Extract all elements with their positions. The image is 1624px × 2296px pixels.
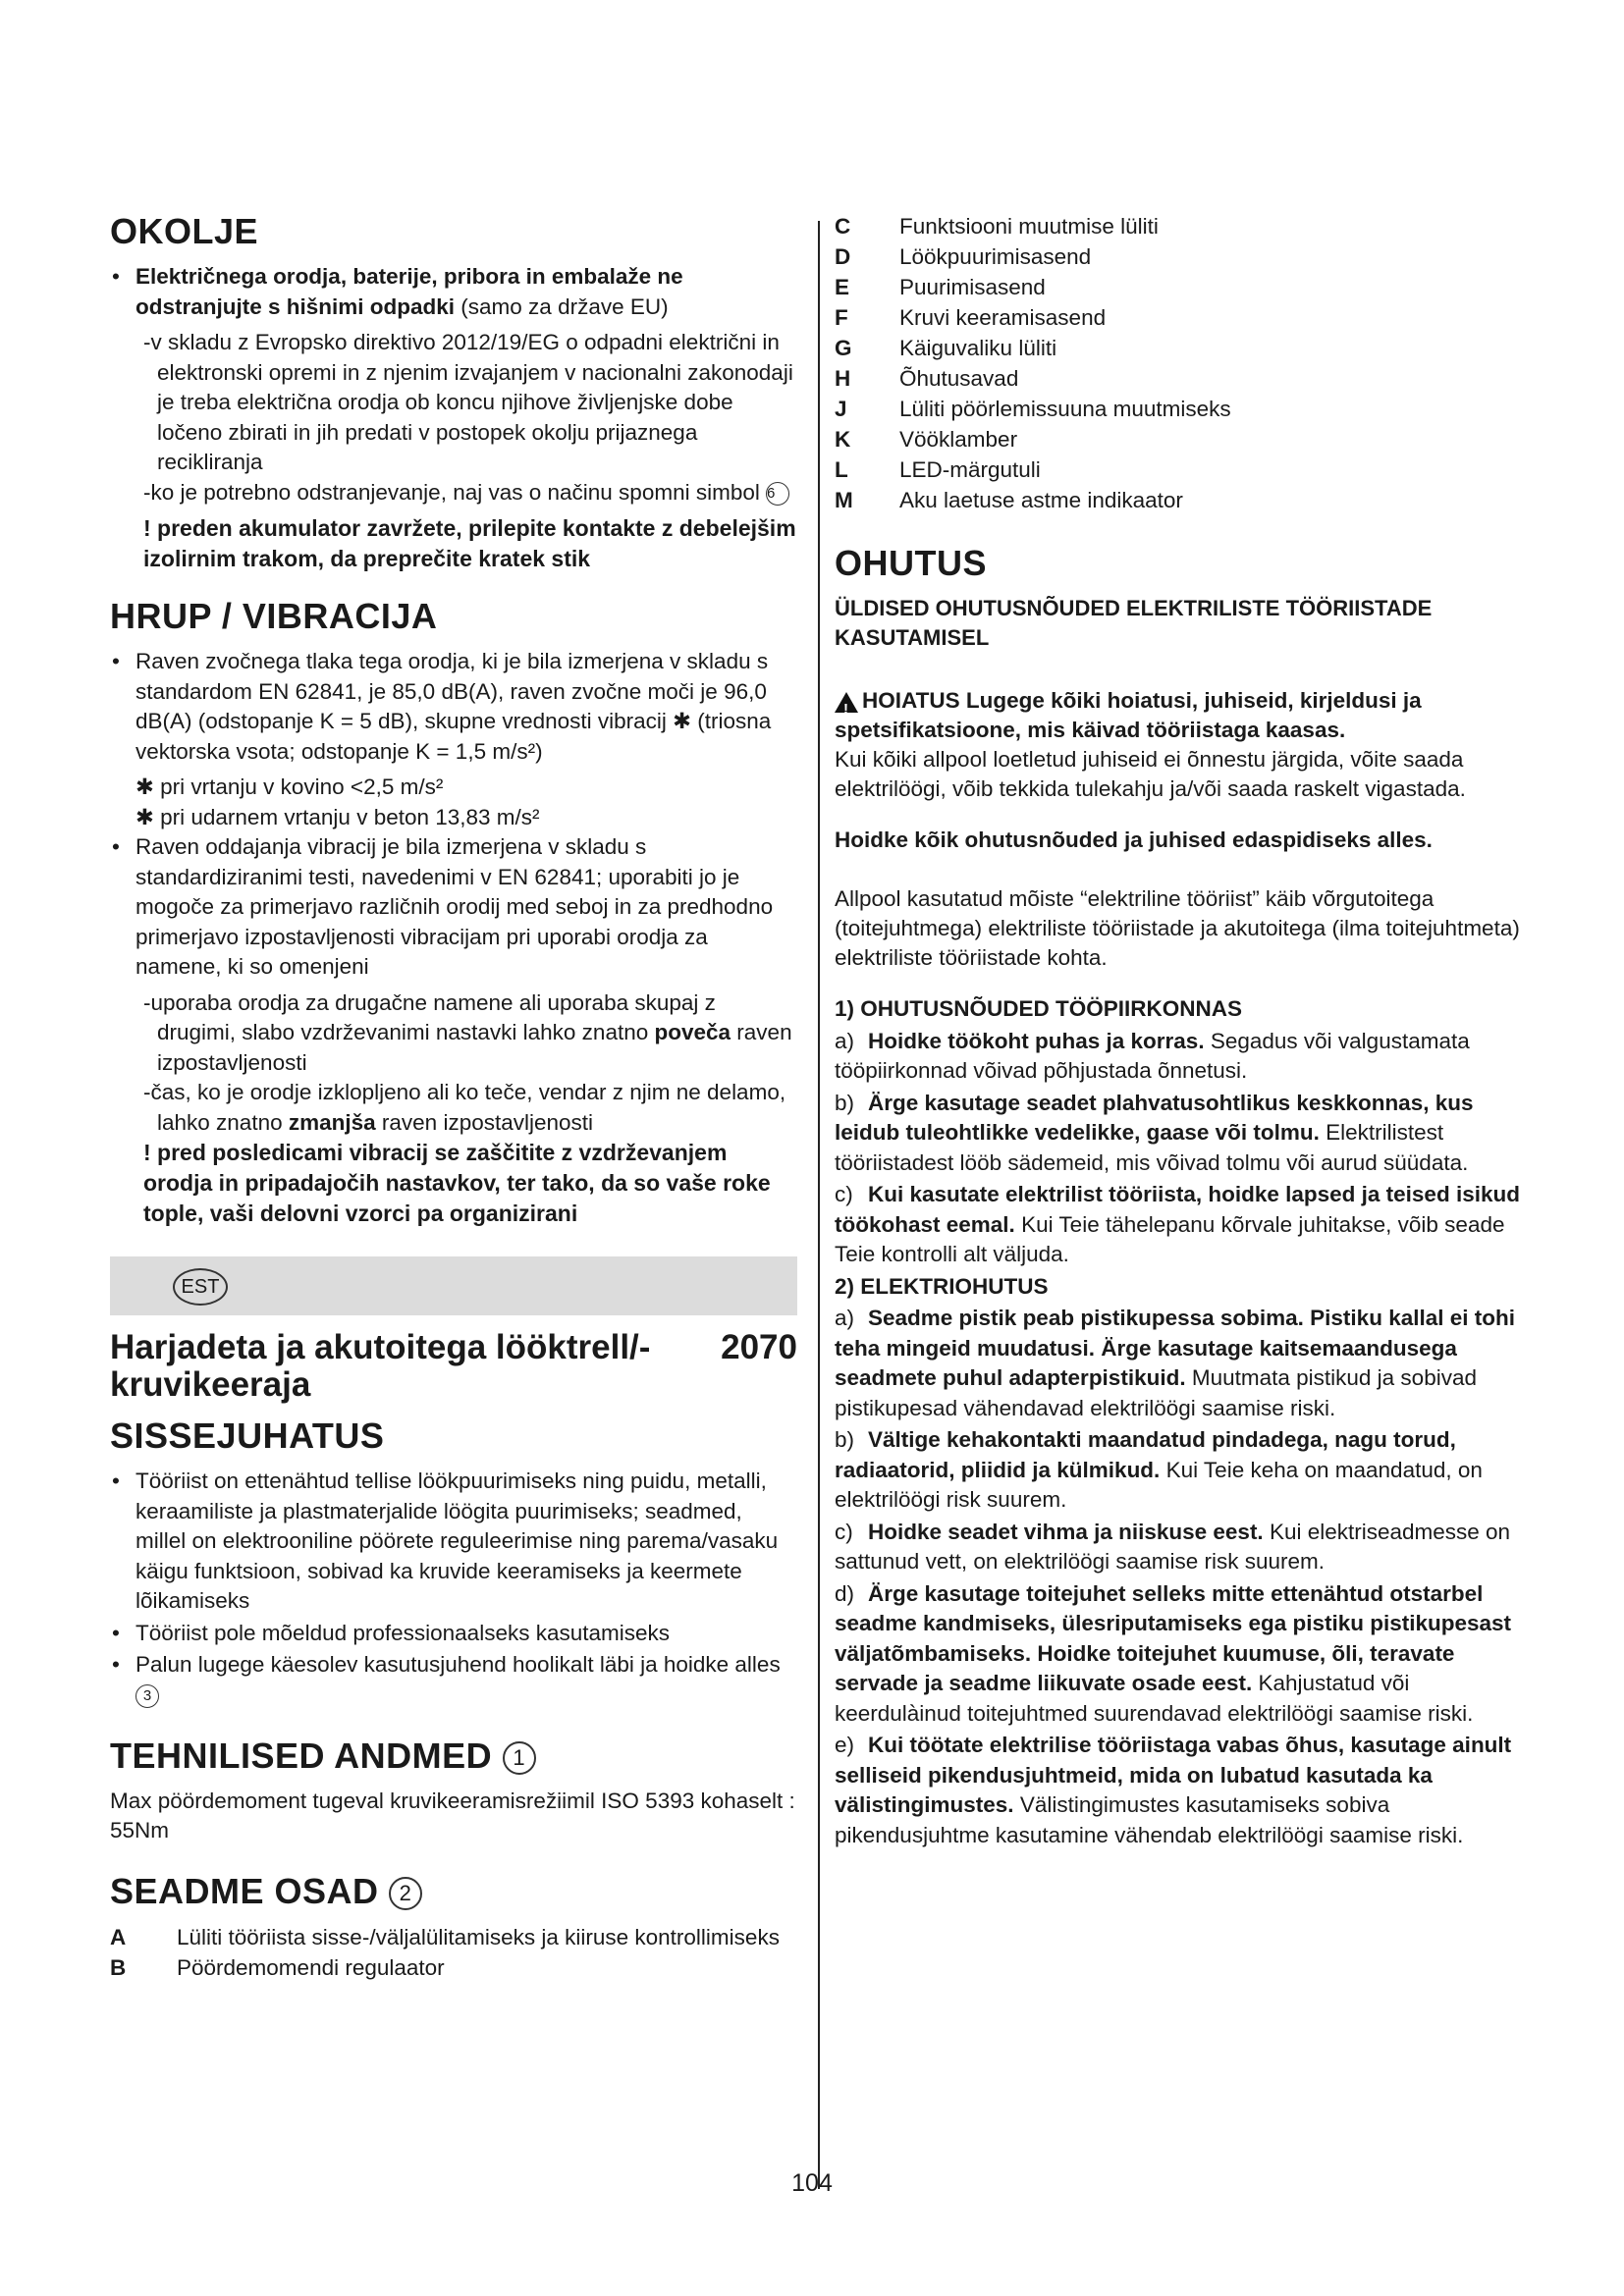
warning-paragraph: !HOIATUS Lugege kõiki hoiatusi, juhiseid, kirjeldusi ja spetsifikatsioone, mis käivad tööriistaga kaasas.: [835, 686, 1522, 745]
part-item: D Löökpuurimisasend: [835, 244, 1092, 269]
part-item: C Funktsiooni muutmise lüliti: [835, 214, 1159, 239]
okolje-bullet: • Električnega orodja, baterije, pribora in embalaže ne odstranjujte s hišnimi odpadki (samo za države EU): [110, 262, 797, 322]
ref-circle-3: 3: [135, 1684, 159, 1708]
rule-1c: c) Kui kasutate elektrilist tööriista, hoidke lapsed ja teised isikud töökohast eemal. Kui Teie tähelepanu kõrvale juhitakse, võib seade Teie kontrolli alt väljuda.: [835, 1182, 1520, 1266]
hrup-list-1: [110, 647, 797, 767]
ref-circle-1: 1: [503, 1741, 536, 1775]
part-item: E Puurimisasend: [835, 275, 1046, 299]
left-column: [110, 211, 797, 1983]
part-item: K Vööklamber: [835, 427, 1018, 452]
model-number: 2070: [721, 1328, 797, 1366]
warning-triangle-icon: [835, 692, 858, 713]
rule-1b: b) Ärge kasutage seadet plahvatusohtlikus keskkonnas, kus leidub tuleohtlikke vedelikke, gaase või tolmu. Elektrilistest tööriistadest lööb sädemeid, mis võivad tolmu või aurud süüdata.: [835, 1090, 1474, 1175]
okolje-dash-1: -v skladu z Evropsko direktivo 2012/19/EG o odpadni električni in elektronski opremi in z njenim izvajanjem v nacionalni zakonodaji je treba električna orodja ob koncu njihove življenjske dobe ločeno zbirati in jih predati v postopek okolju prijaznega recikliranja: [143, 330, 793, 474]
part-item: F Kruvi keeramisasend: [835, 305, 1107, 330]
part-item: L LED-märgutuli: [835, 457, 1041, 482]
language-bar: [110, 1256, 797, 1315]
language-badge: EST: [173, 1268, 228, 1306]
right-column: [835, 211, 1522, 1852]
ref-circle-2: 2: [389, 1877, 422, 1910]
term-definition: Allpool kasutatud mõiste “elektriline tööriist” käib võrgutoitega (toitejuhtmega) elektriliste tööriistade ja akutoitega (ilma toitejuhtmeta) elektriliste tööriistade kohta.: [835, 886, 1520, 970]
okolje-warning: ! preden akumulator zavržete, prilepite kontakte z debelejšim izolirnim trakom, da preprečite kratek stik: [143, 515, 796, 571]
part-item: G Käiguvaliku lüliti: [835, 336, 1057, 360]
column-divider: [818, 221, 820, 2189]
section-1: [835, 994, 1522, 1270]
hrup-bullet-1: • Raven zvočnega tlaka tega orodja, ki je bila izmerjena v skladu s standardom EN 62841, je 85,0 dB(A), raven zvočne moči je 96,0 dB(A) (odstopanje K = 5 dB), skupne vrednosti vibracij ✱ (triosna vektorska vsota; odstopanje K = 1,5 m/s²): [110, 647, 797, 767]
part-item: A Lüliti tööriista sisse-/väljalülitamiseks ja kiiruse kontrollimiseks: [110, 1925, 780, 1949]
rule-2c: c) Hoidke seadet vihma ja niiskuse eest. Kui elektriseadmesse on sattunud vett, on elektrilöögi saamise risk suurem.: [835, 1519, 1511, 1574]
seadme-parts-list: [110, 1922, 797, 1983]
okolje-heading: OKOLJE: [110, 211, 259, 251]
part-item: H Õhutusavad: [835, 366, 1019, 391]
rule-2d: d) Ärge kasutage toitejuhet selleks mitte ettenähtud otstarbel seadme kandmiseks, ülesriputamiseks ega pistiku pistikupesast väljatõmbamiseks. Hoidke toitejuhet kuumuse, õli, teravate servade ja seadme liikuvate osade eest. Kahjustatud või keerdulàinud toitejuhtmed suurendavad elektrilöögi saamise riski.: [835, 1580, 1512, 1726]
tehnilised-heading: TEHNILISED ANDMED 1: [110, 1735, 797, 1777]
section-2: [835, 1272, 1522, 1851]
rule-2a: a) Seadme pistik peab pistikupessa sobima. Pistiku kallal ei tohi teha mingeid muudatusi. Ärge kasutage kaitsemaandusega seadmete puhul adapterpistikuid. Muutmata pistikud ja sobivad pistikupesad vähendavad elektrilöögi saamise riski.: [835, 1306, 1515, 1420]
okolje-list: [110, 262, 797, 322]
page-number: 104: [791, 2169, 833, 2197]
okolje-subitems: [110, 328, 797, 507]
sissejuhatus-bullet-1: • Tööriist on ettenähtud tellise löökpuurimiseks ning puidu, metalli, keraamiliste ja plastmaterjalide löögita puurimiseks; seadmed, millel on elektrooniline pöörete reguleerimise ning parema/vasaku käigu funktsioon, sobivad ka kruvide keeramiseks ja keermete lõikamiseks: [110, 1467, 797, 1617]
seadme-heading: SEADME OSAD 2: [110, 1871, 797, 1912]
section-1-title: 1) OHUTUSNÕUDED TÖÖPIIRKONNAS: [835, 996, 1243, 1021]
hrup-star-2: ✱ pri udarnem vrtanju v beton 13,83 m/s²: [135, 804, 540, 829]
keep-instructions: Hoidke kõik ohutusnõuded ja juhised edaspidiseks alles.: [835, 828, 1433, 852]
hrup-warning: ! pred posledicami vibracij se zaščitite z vzdrževanjem orodja in pripadajočih nastavkov, ter tako, da so vaše roke tople, vaši delovni vzorci pa organizirani: [143, 1140, 771, 1226]
hrup-list-2: [110, 832, 797, 983]
parts-list-continued: [835, 211, 1522, 515]
hrup-bullet-2: • Raven oddajanja vibracij je bila izmerjena v skladu s standardiziranimi testi, navedenimi v EN 62841; uporabiti jo je mogoče za primerjavo različnih orodij med seboj in za predhodno primerjavo izpostavljenosti vibracijam pri uporabi orodja za namene, ki so omenjeni: [110, 832, 797, 983]
hrup-heading: HRUP / VIBRACIJA: [110, 596, 438, 636]
ohutus-heading: OHUTUS: [835, 543, 987, 583]
part-item: M Aku laetuse astme indikaator: [835, 488, 1183, 512]
sissejuhatus-list: [110, 1467, 797, 1710]
hrup-star-1: ✱ pri vrtanju v kovino <2,5 m/s²: [135, 774, 444, 799]
tehnilised-text: Max pöördemoment tugeval kruvikeeramisrežiimil ISO 5393 kohaselt : 55Nm: [110, 1789, 795, 1842]
sissejuhatus-heading: SISSEJUHATUS: [110, 1415, 385, 1456]
rule-2e: e) Kui töötate elektrilise tööriistaga vabas õhus, kasutage ainult selliseid pikendusjuhtmeid, mida on lubatud kasutada ka välistingimustes. Välistingimustes kasutamiseks sobiva pikendusjuhtme kasutamine vähendab elektrilöögi saamise riski.: [835, 1733, 1512, 1847]
part-item: J Lüliti pöörlemissuuna muutmiseks: [835, 397, 1231, 421]
section-2-title: 2) ELEKTRIOHUTUS: [835, 1273, 1049, 1299]
hrup-subitems: [110, 988, 797, 1139]
sissejuhatus-bullet-3: • Palun lugege käesolev kasutusjuhend hoolikalt läbi ja hoidke alles 3: [110, 1650, 797, 1710]
rule-1a: a) Hoidke töökoht puhas ja korras. Segadus või valgustamata tööpiirkonnad võivad põhjustada õnnetusi.: [835, 1028, 1470, 1083]
okolje-dash-2: -ko je potrebno odstranjevanje, naj vas o načinu spomni simbol 6: [143, 478, 797, 508]
ohutus-subtitle: ÜLDISED OHUTUSNÕUDED ELEKTRILISTE TÖÖRIISTADE KASUTAMISEL: [835, 596, 1433, 650]
rule-2b: b) Vältige kehakontakti maandatud pindadega, nagu torud, radiaatorid, pliidid ja külmikud. Kui Teie keha on maandatud, on elektrilöögi risk suurem.: [835, 1427, 1483, 1512]
part-item: B Pöördemomendi regulaator: [110, 1955, 445, 1980]
product-title: Harjadeta ja akutoitega lööktrell/-kruvikeeraja 2070: [110, 1328, 797, 1404]
hrup-dash-2: -čas, ko je orodje izklopljeno ali ko teče, vendar z njim ne delamo, lahko znatno zmanjša raven izpostavljenosti: [143, 1080, 786, 1135]
warning-text: Kui kõiki allpool loetletud juhiseid ei õnnestu järgida, võite saada elektrilöögi, võib tekkida tulekahju ja/või saada raskelt vigastada.: [835, 747, 1466, 801]
ref-circle-6: 6: [766, 482, 789, 506]
hrup-dash-1: -uporaba orodja za drugačne namene ali uporaba skupaj z drugimi, slabo vzdrževanimi nastavki lahko znatno poveča raven izpostavljenosti: [143, 989, 792, 1075]
sissejuhatus-bullet-2: • Tööriist pole mõeldud professionaalseks kasutamiseks: [110, 1619, 797, 1649]
